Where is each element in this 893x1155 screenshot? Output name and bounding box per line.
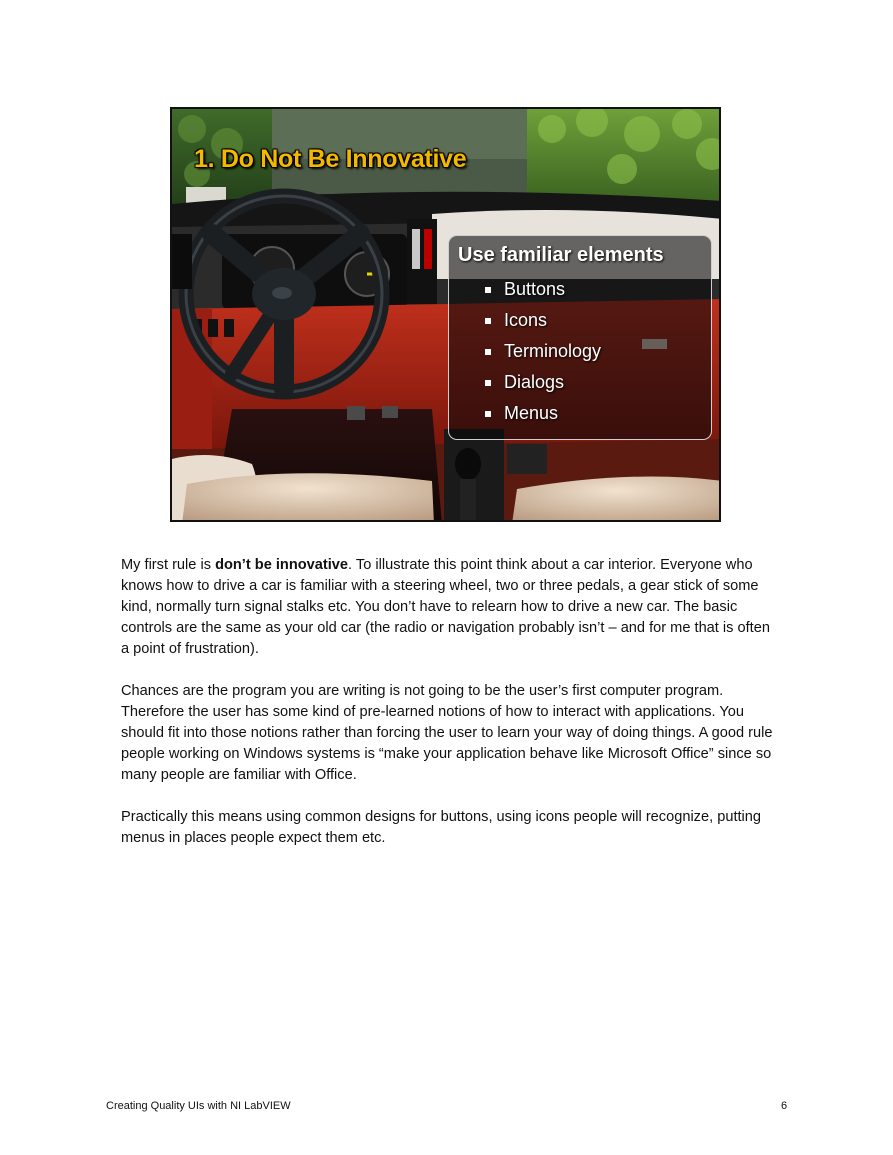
callout-heading: Use familiar elements	[458, 244, 664, 266]
bullet-item-terminology: Terminology	[485, 336, 601, 367]
emphasis-rule: don’t be innovative	[215, 557, 349, 573]
paragraph-2: Chances are the program you are writing is not going to be the user’s first computer program. Therefore the user has some kind of pre-learned notions of how to interact with applications. You should fit into those notions rather than forcing the user to learn your way of doing things. A good rule people working on Windows systems is “make your application behave like Microsoft Office” since so many people are familiar with Office.	[121, 683, 773, 783]
page-number: 6	[781, 1100, 788, 1112]
bullet-item-buttons: Buttons	[485, 274, 601, 305]
bullet-item-icons: Icons	[485, 305, 601, 336]
square-bullet-icon	[485, 287, 491, 293]
slide-title: 1. Do Not Be Innovative	[194, 145, 467, 173]
square-bullet-icon	[485, 380, 491, 386]
square-bullet-icon	[485, 318, 491, 324]
slide-image	[170, 107, 721, 522]
bullet-item-menus: Menus	[485, 398, 601, 429]
bullet-list	[485, 274, 601, 429]
bullet-item-dialogs: Dialogs	[485, 367, 601, 398]
footer-title: Creating Quality UIs with NI LabVIEW	[106, 1100, 291, 1112]
paragraph-1: My first rule is don’t be innovative. To illustrate this point think about a car interior. Everyone who knows how to drive a car is familiar with a steering wheel, two or three pedals, a gear stick of some kind, normally turn signal stalks etc. You don’t have to relearn how to drive a new car. The basic controls are the same as your old car (the radio or navigation probably isn’t – and for me that is often a point of frustration).	[121, 557, 770, 657]
square-bullet-icon	[485, 349, 491, 355]
square-bullet-icon	[485, 411, 491, 417]
notes-body	[121, 555, 781, 870]
paragraph-3: Practically this means using common designs for buttons, using icons people will recognize, putting menus in places people expect them etc.	[121, 809, 762, 846]
callout-box	[448, 235, 712, 440]
